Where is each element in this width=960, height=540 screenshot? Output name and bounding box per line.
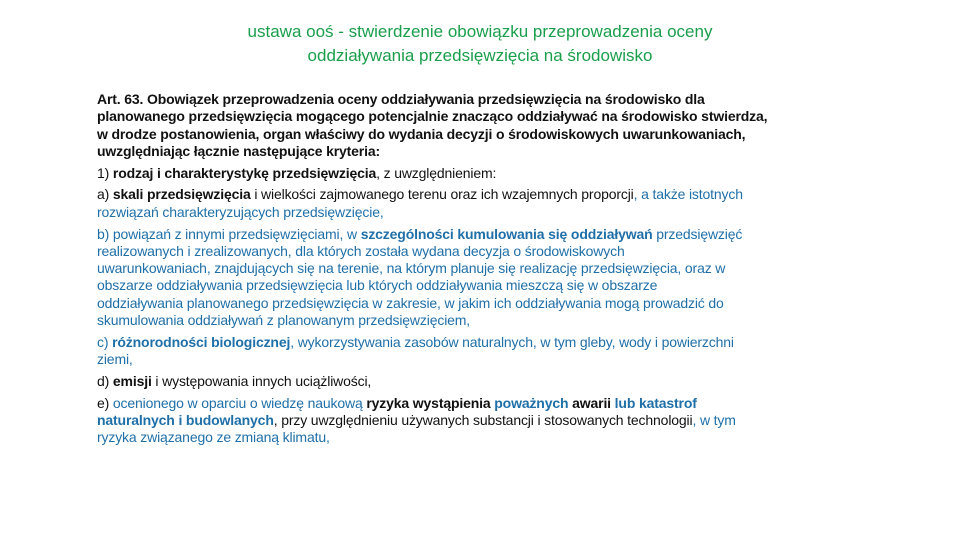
text-segment: Art. 63. Obowiązek przeprowadzenia oceny oddziaływania przedsięwzięcia na środowisko dla [97,91,705,107]
text-segment: naturalnych i budowlanych [97,412,274,429]
text-segment: d) [97,372,113,389]
slide-title-line: oddziaływania przedsięwzięcia na środowisko [307,46,653,65]
text-segment: a) [97,186,113,203]
text-segment: skali przedsięwzięcia [112,186,251,203]
text-line [97,260,897,277]
text-segment: oddziaływania planowanego przedsięwzięcia w zakresie, w jakim ich oddziaływania mogą prowadzić do [97,294,724,311]
paragraph [97,186,897,221]
text-line [97,351,897,368]
text-line [97,395,897,412]
text-segment: rodzaj i charakterystykę przedsięwzięcia [112,164,377,181]
text-segment: emisji [112,372,152,389]
text-line [97,295,897,312]
paragraph [97,334,897,369]
text-segment: realizowanych i zrealizowanych, dla których została wydana decyzja o środowiskowych [97,242,625,259]
text-line [97,412,897,429]
text-segment: , w tym [692,412,736,429]
paragraph [97,91,897,160]
text-segment: awarii [568,394,611,411]
text-segment: c) [97,333,113,350]
text-line [97,334,897,351]
text-segment: , przy uwzględnieniu używanych substancji i stosowanych technologii [273,412,693,429]
text-line [97,204,897,221]
text-segment: planowanego przedsięwzięcia mogącego potencjalnie znacząco oddziaływać na środowisko stwierdza, [97,108,768,125]
text-segment: rozwiązań charakteryzujących przedsięwzięcie, [97,203,384,220]
text-segment: i wielkości zajmowanego terenu oraz ich wzajemnych proporcji [250,186,634,203]
text-segment: ryzyka wystąpienia [366,394,491,411]
text-line [97,373,897,390]
text-segment: , a także istotnych [633,186,743,203]
text-line [97,108,897,125]
text-line [97,243,897,260]
text-segment: w drodze postanowienia, organ właściwy do wydania decyzji o środowiskowych uwarunkowaniach, [97,125,746,142]
text-line [97,91,897,108]
text-segment: szczególności kumulowania się oddziaływań [360,225,653,242]
text-segment: uwzględniając łącznie następujące kryteria: [97,142,380,159]
paragraph [97,165,897,182]
text-line [97,186,897,203]
slide-title [0,20,960,68]
text-line [97,277,897,294]
text-segment: b) powiązań z innymi przedsięwzięciami, w [97,225,361,242]
text-segment: i występowania innych uciążliwości, [151,372,372,389]
paragraph [97,226,897,330]
text-segment: ziemi, [97,351,133,368]
text-segment: ryzyka związanego ze zmianą klimatu, [97,429,330,446]
text-segment: przedsięwzięć [652,225,743,242]
text-segment: e) [97,394,113,411]
text-segment: różnorodności biologicznej [112,333,291,350]
paragraph [97,373,897,390]
text-segment: , z uwzględnieniem: [376,164,497,181]
text-line [97,143,897,160]
text-segment: 1) [97,164,113,181]
text-segment: lub katastrof [614,394,697,411]
text-segment: , wykorzystywania zasobów naturalnych, w tym gleby, wody i powierzchni [290,333,734,350]
paragraph [97,395,897,447]
text-segment: poważnych [494,394,569,411]
text-line [97,165,897,182]
text-line [97,429,897,446]
text-line [97,312,897,329]
text-segment: ocenionego w oparciu o wiedzę naukową [112,394,367,411]
text-segment: uwarunkowaniach, znajdujących się na terenie, na którym planuje się realizację przedsięwzięcia, oraz w [97,260,726,277]
text-line [97,126,897,143]
text-segment: obszarze oddziaływania przedsięwzięcia lub których oddziaływania mieszczą się w obszarze [97,277,658,294]
text-line [97,226,897,243]
slide-title-line: ustawa ooś - stwierdzenie obowiązku przeprowadzenia oceny [247,22,713,41]
text-segment: skumulowania oddziaływań z planowanym przedsięwzięciem, [97,312,471,329]
article-text [97,91,897,451]
